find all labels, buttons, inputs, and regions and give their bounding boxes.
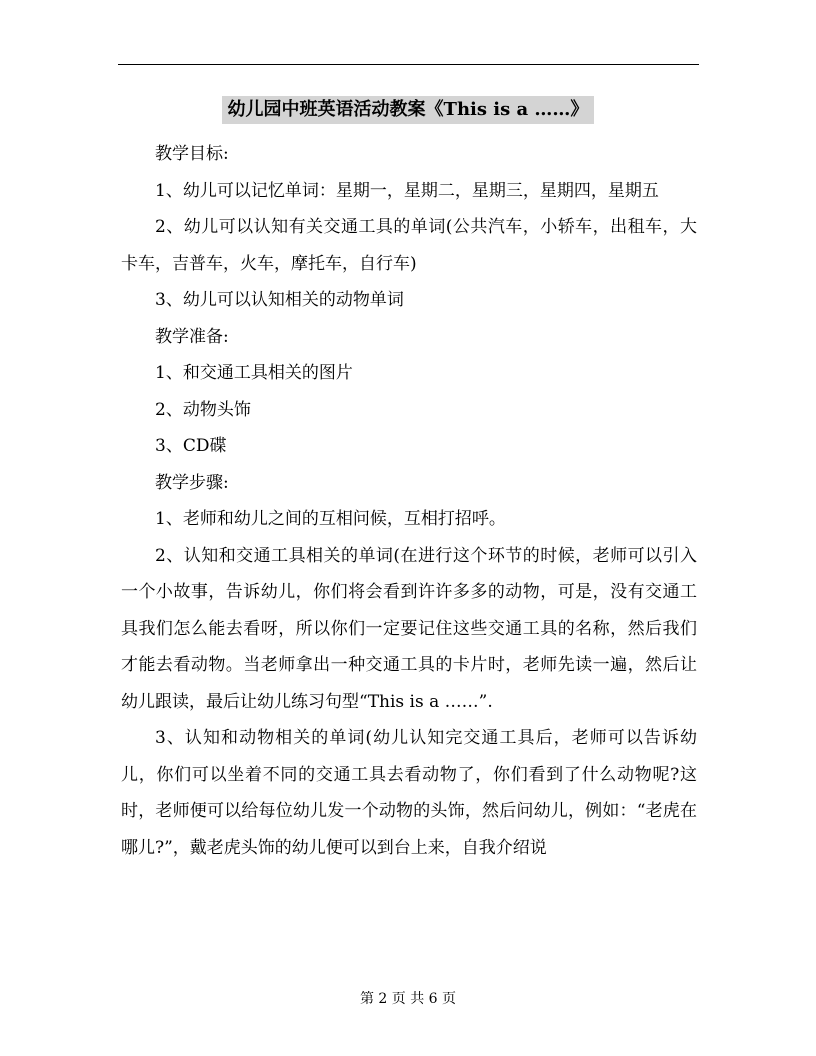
paragraph: 2、幼儿可以认知有关交通工具的单词(公共汽车，小轿车，出租车，大卡车，吉普车，火车，摩托车，自行车) xyxy=(121,217,697,274)
header-rule xyxy=(118,64,699,65)
paragraph: 教学目标: xyxy=(155,144,229,164)
paragraph: 2、认知和交通工具相关的单词(在进行这个环节的时候，老师可以引入一个小故事，告诉幼儿，你们将会看到许许多多的动物，可是，没有交通工具我们怎么能去看呀，所以你们一定要记住这些交通工具的名称，然后我们才能去看动物。当老师拿出一种交通工具的卡片时，老师先读一遍，然后让幼儿跟读，最后让幼儿练习句型“This is a ……”. xyxy=(121,545,697,712)
paragraph: 2、动物头饰 xyxy=(155,399,251,420)
document-body xyxy=(121,136,697,866)
page-footer: 第 2 页 共 6 页 xyxy=(359,991,457,1007)
paragraph: 1、幼儿可以记忆单词：星期一，星期二，星期三，星期四，星期五 xyxy=(155,180,659,201)
paragraph: 3、CD碟 xyxy=(155,436,227,456)
paragraph: 教学准备: xyxy=(155,326,229,347)
paragraph: 3、幼儿可以认知相关的动物单词 xyxy=(155,290,404,310)
paragraph: 1、老师和幼儿之间的互相问候，互相打招呼。 xyxy=(155,509,506,529)
paragraph: 教学步骤: xyxy=(155,472,229,493)
title-container xyxy=(0,96,816,124)
paragraph: 1、和交通工具相关的图片 xyxy=(155,363,353,383)
paragraph: 3、认知和动物相关的单词(幼儿认知完交通工具后，老师可以告诉幼儿，你们可以坐着不同的交通工具去看动物了，你们看到了什么动物呢?这时，老师便可以给每位幼儿发一个动物的头饰，然后问幼儿，例如：“老虎在哪儿?”，戴老虎头饰的幼儿便可以到台上来，自我介绍说 xyxy=(121,728,697,858)
document-title: 幼儿园中班英语活动教案《This is a ……》 xyxy=(222,96,595,124)
